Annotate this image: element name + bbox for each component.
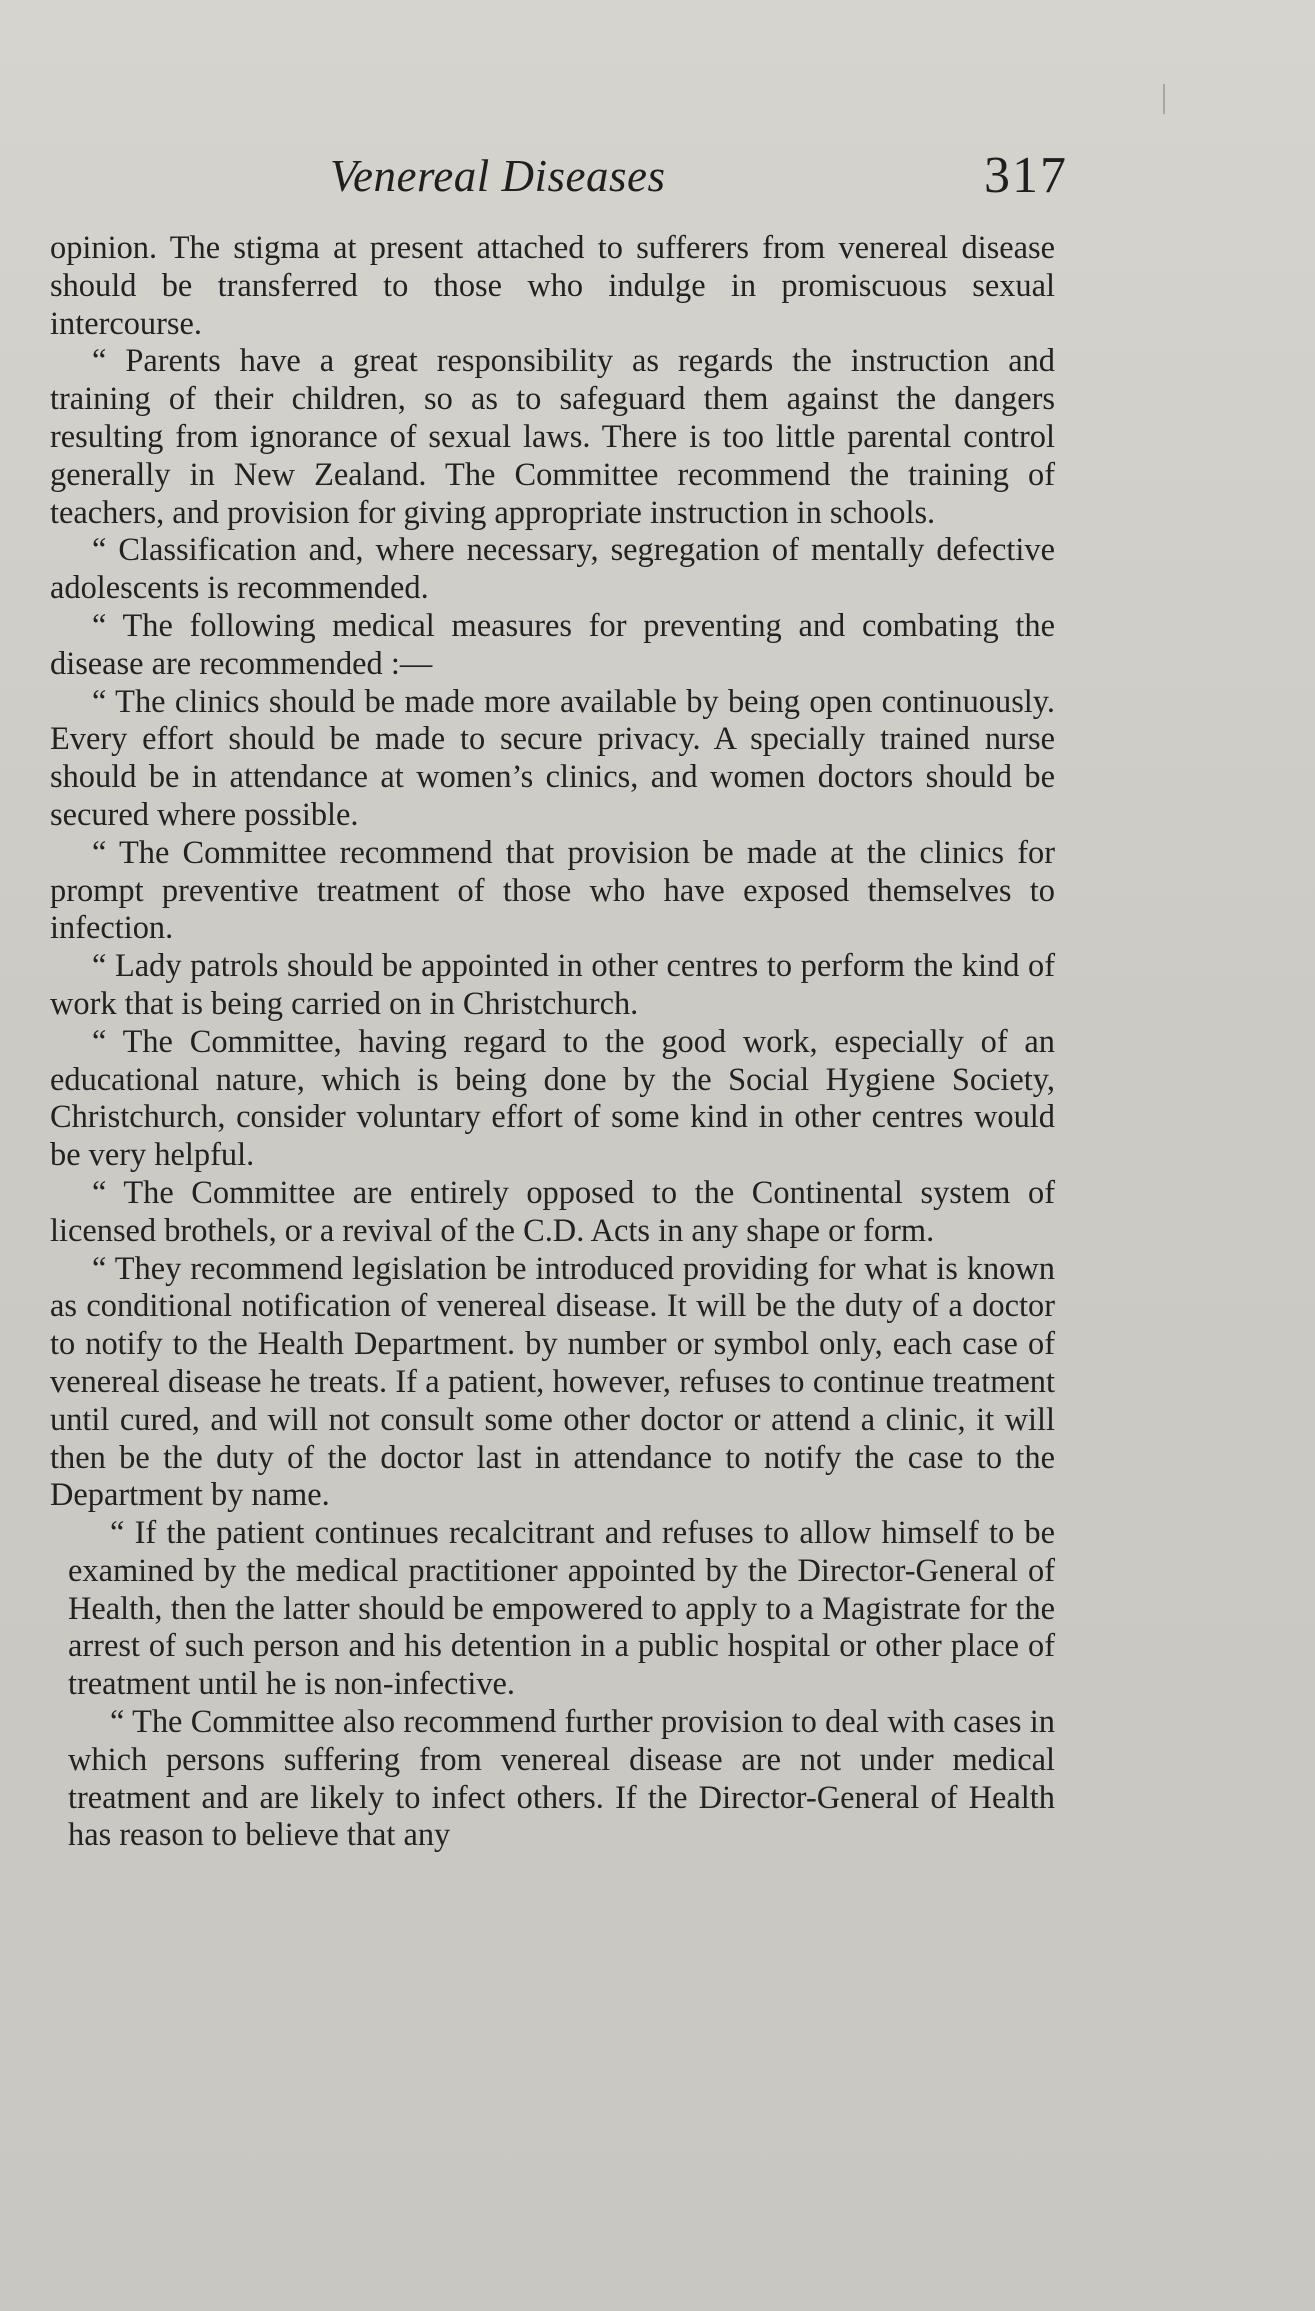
- paragraph-further-provision: “ The Committee also recommend further provision to deal with cases in which persons suffering from venereal disease are not under medical treatment and are likely to infect others. If the Director-General of Health has reason to believe that any: [68, 1704, 1055, 1854]
- page-blemish: [1163, 84, 1165, 114]
- body-text: [50, 230, 1055, 1855]
- paragraph-medical-measures: “ The following medical measures for preventing and combating the disease are recommended :—: [50, 607, 1055, 682]
- running-title: Venereal Diseases: [330, 151, 666, 201]
- paragraph-lady-patrols: “ Lady patrols should be appointed in other centres to perform the kind of work that is being carried on in Christchurch.: [50, 948, 1055, 1022]
- paragraph-clinics: “ The clinics should be made more available by being open continuously. Every effort should be made to secure privacy. A specially trained nurse should be in attendance at women’s clinics, and women doctors should be secured where possible.: [50, 683, 1055, 833]
- paragraph-legislation: “ They recommend legislation be introduced providing for what is known as conditional notification of venereal disease. It will be the duty of a doctor to notify to the Health Department. by number or symbol only, each case of venereal disease he treats. If a patient, however, refuses to continue treatment until cured, and will not consult some other doctor or attend a clinic, it will then be the duty of the doctor last in attendance to notify the case to the Department by name.: [50, 1250, 1055, 1514]
- paragraph-preventive-treatment: “ The Committee recommend that provision be made at the clinics for prompt preventive treatment of those who have exposed themselves to infection.: [50, 834, 1055, 947]
- paragraph-opposed: “ The Committee are entirely opposed to the Continental system of licensed brothels, or a revival of the C.D. Acts in any shape or form.: [50, 1174, 1055, 1249]
- page-number: 317: [984, 147, 1068, 204]
- paragraph-recalcitrant: “ If the patient continues recalcitrant and refuses to allow himself to be examined by the medical practitioner appointed by the Director-General of Health, then the latter should be empowered to apply to a Magistrate for the arrest of such person and his detention in a public hospital or other place of treatment until he is non-infective.: [68, 1515, 1055, 1703]
- paragraph-social-hygiene: “ The Committee, having regard to the good work, especially of an educational nature, which is being done by the Social Hygiene Society, Christchurch, consider voluntary effort of some kind in other centres would be very helpful.: [50, 1023, 1055, 1174]
- paragraph-parents: “ Parents have a great responsibility as regards the instruction and training of their children, so as to safeguard them against the dangers resulting from ignorance of sexual laws. There is too little parental control generally in New Zealand. The Committee recommend the training of teachers, and provision for giving appropriate instruction in schools.: [50, 343, 1055, 531]
- paragraph-continuation: opinion. The stigma at present attached to sufferers from venereal disease should be transferred to those who indulge in promiscuous sexual intercourse.: [50, 230, 1055, 342]
- paragraph-classification: “ Classification and, where necessary, segregation of mentally defective adolescents is recommended.: [50, 532, 1055, 607]
- page-header: [60, 147, 1068, 220]
